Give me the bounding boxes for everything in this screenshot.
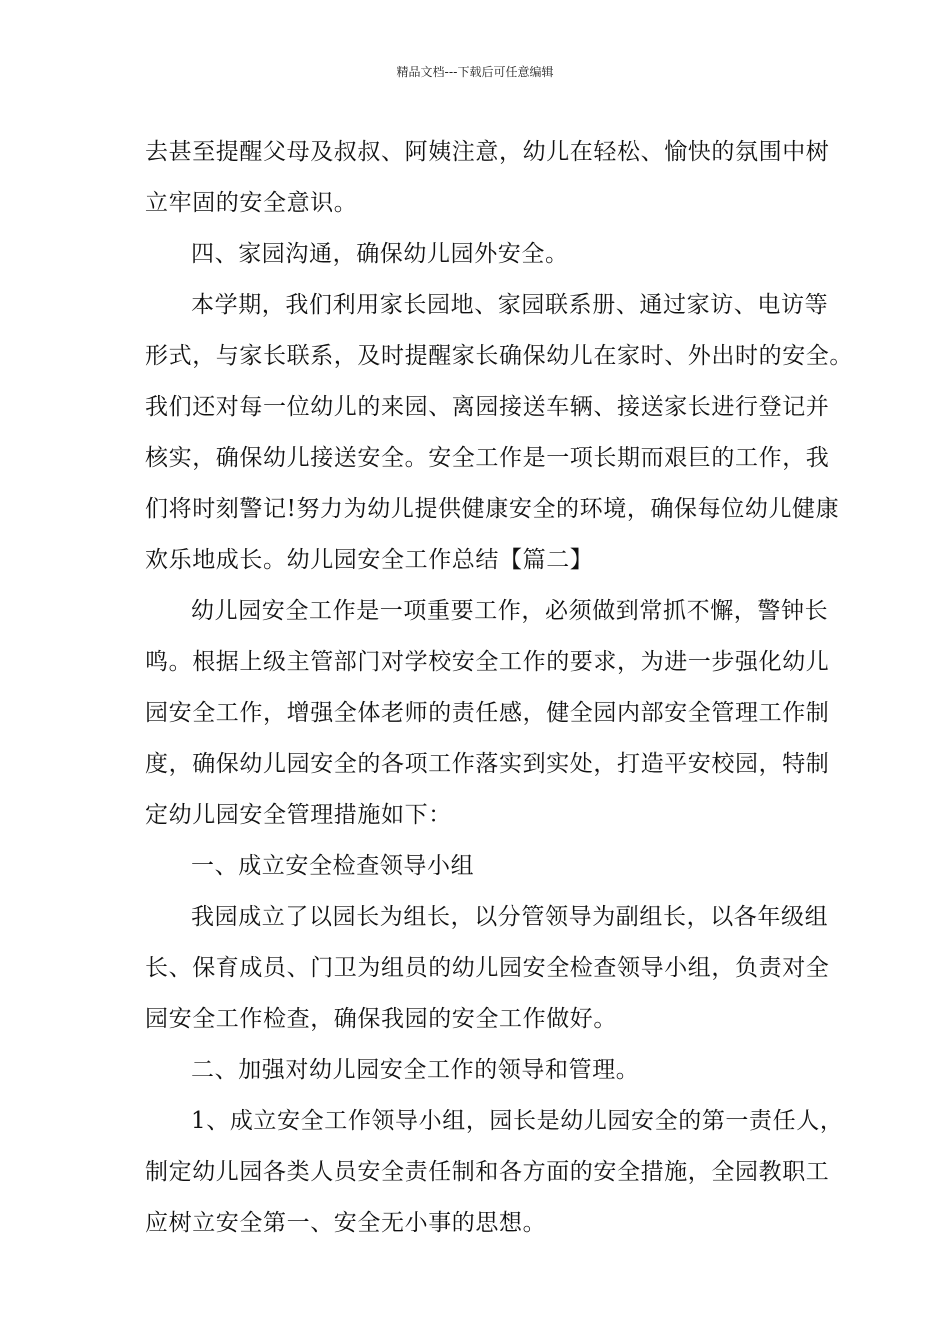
paragraph-line: 长、保育成员、门卫为组员的幼儿园安全检查领导小组，负责对全 bbox=[145, 955, 830, 981]
paragraph-line: 园安全工作，增强全体老师的责任感，健全园内部安全管理工作制 bbox=[145, 700, 830, 726]
page-header: 精品文档---下载后可任意编辑 bbox=[396, 65, 554, 79]
paragraph-line: 欢乐地成长。幼儿园安全工作总结【篇二】 bbox=[145, 547, 594, 573]
paragraph-line: 应树立安全第一、安全无小事的思想。 bbox=[145, 1210, 547, 1236]
document-body bbox=[145, 127, 853, 1249]
paragraph-line: 1、成立安全工作领导小组，园长是幼儿园安全的第一责任人， bbox=[191, 1108, 844, 1134]
paragraph-line: 核实，确保幼儿接送安全。安全工作是一项长期而艰巨的工作，我 bbox=[145, 445, 830, 471]
section-heading: 四、家园沟通，确保幼儿园外安全。 bbox=[191, 241, 569, 267]
paragraph-line: 本学期，我们利用家长园地、家园联系册、通过家访、电访等 bbox=[191, 292, 829, 318]
paragraph-line: 我们还对每一位幼儿的来园、离园接送车辆、接送家长进行登记并 bbox=[145, 394, 830, 420]
paragraph-line: 形式，与家长联系，及时提醒家长确保幼儿在家时、外出时的安全。 bbox=[145, 343, 853, 369]
paragraph-line: 去甚至提醒父母及叔叔、阿姨注意，幼儿在轻松、愉快的氛围中树 bbox=[145, 139, 830, 165]
paragraph-line: 园安全工作检查，确保我园的安全工作做好。 bbox=[145, 1006, 617, 1032]
paragraph-line: 幼儿园安全工作是一项重要工作，必须做到常抓不懈，警钟长 bbox=[191, 598, 829, 624]
section-heading: 二、加强对幼儿园安全工作的领导和管理。 bbox=[191, 1057, 640, 1083]
paragraph-line: 们将时刻警记!努力为幼儿提供健康安全的环境，确保每位幼儿健康 bbox=[145, 496, 840, 522]
paragraph-line: 定幼儿园安全管理措施如下： bbox=[145, 802, 452, 828]
paragraph-line: 度，确保幼儿园安全的各项工作落实到实处，打造平安校园，特制 bbox=[145, 751, 830, 777]
paragraph-line: 制定幼儿园各类人员安全责任制和各方面的安全措施，全园教职工 bbox=[145, 1159, 830, 1185]
paragraph-line: 我园成立了以园长为组长，以分管领导为副组长，以各年级组 bbox=[191, 904, 829, 930]
paragraph-line: 立牢固的安全意识。 bbox=[145, 190, 358, 216]
section-heading: 一、成立安全检查领导小组 bbox=[191, 853, 475, 879]
paragraph-line: 鸣。根据上级主管部门对学校安全工作的要求，为进一步强化幼儿 bbox=[145, 649, 830, 675]
